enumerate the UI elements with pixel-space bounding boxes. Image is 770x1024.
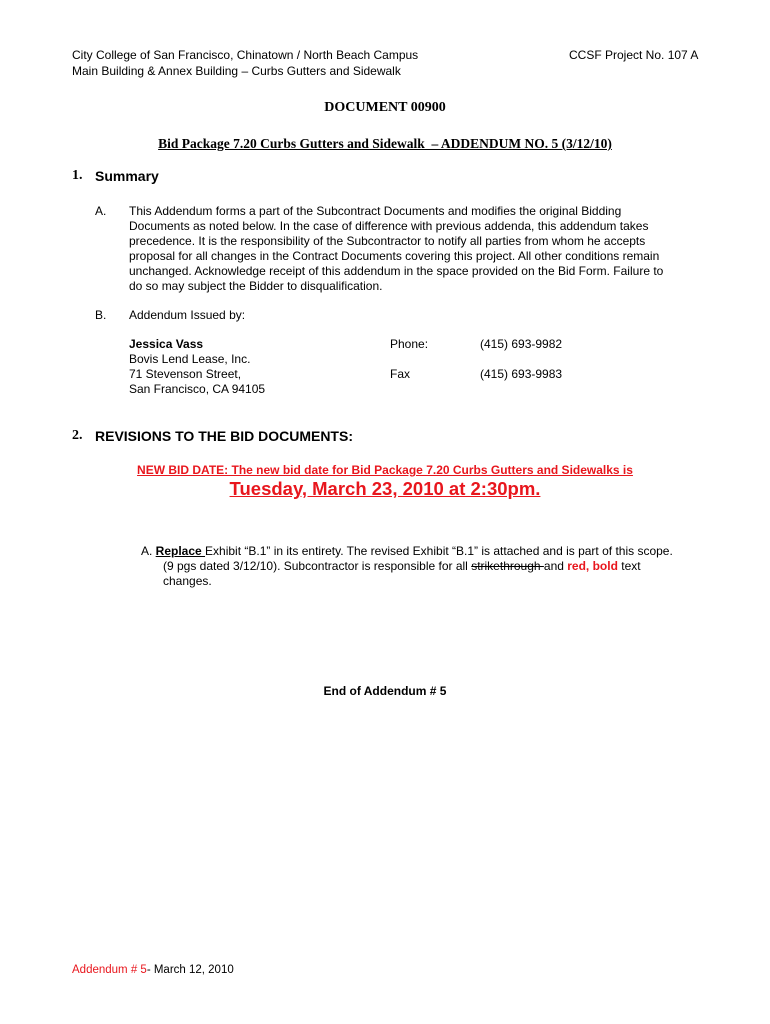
and-word: and (543, 559, 568, 573)
paragraph-line: precedence. It is the responsibility of the Subcontractor to notify all parties from whom he accepts (129, 234, 646, 248)
header-building: Main Building & Annex Building – Curbs Gutters and Sidewalk (72, 64, 401, 78)
item-a-line2-start: (9 pgs dated 3/12/10). Subcontractor is responsible for all (163, 559, 472, 573)
item-a-line2 (141, 559, 721, 574)
header-project-number: CCSF Project No. 107 A (569, 48, 699, 62)
fax-label: Fax (390, 367, 411, 381)
section1-item-b-letter: B. (95, 308, 107, 322)
section2-item-a (141, 544, 721, 589)
fax-number: (415) 693-9983 (480, 367, 563, 381)
document-title: DOCUMENT 00900 (324, 100, 446, 115)
paragraph-line: Documents as noted below. In the case of difference with previous addenda, this addendum takes (129, 219, 649, 233)
document-subtitle: Bid Package 7.20 Curbs Gutters and Sidewalk – ADDENDUM NO. 5 (3/12/10) (158, 136, 612, 151)
section1-item-a-paragraph (129, 204, 709, 294)
item-a-line1-text: Exhibit “B.1” in its entirety. The revised Exhibit “B.1” is attached and is part of this scope. (205, 544, 673, 558)
new-bid-date: Tuesday, March 23, 2010 at 2:30pm. (229, 478, 541, 499)
issuer-street: 71 Stevenson Street, (129, 367, 242, 381)
red-bold-words: red, bold (567, 559, 618, 573)
section2-number: 2. (72, 428, 83, 443)
phone-number: (415) 693-9982 (480, 337, 563, 351)
footer-addendum-number: Addendum # 5 (72, 964, 147, 976)
strikethrough-word: strikethrough (471, 559, 544, 573)
item-a-line3: changes. (163, 574, 212, 588)
replace-word: Replace (155, 544, 206, 558)
section2-heading: REVISIONS TO THE BID DOCUMENTS: (95, 428, 353, 444)
paragraph-line: unchanged. Acknowledge receipt of this addendum in the space provided on the Bid Form. Failure to (129, 264, 664, 278)
issuer-company: Bovis Lend Lease, Inc. (129, 352, 251, 366)
issuer-name: Jessica Vass (129, 337, 204, 351)
section1-number: 1. (72, 168, 83, 183)
section1-heading: Summary (95, 168, 159, 184)
paragraph-line: do so may subject the Bidder to disqualification. (129, 279, 383, 293)
page-footer (72, 964, 234, 976)
addendum-issued-by-label: Addendum Issued by: (129, 308, 246, 322)
item-a-line1 (141, 544, 721, 559)
new-bid-date-notice: NEW BID DATE: The new bid date for Bid Package 7.20 Curbs Gutters and Sidewalks is (137, 463, 633, 477)
end-of-addendum: End of Addendum # 5 (323, 684, 447, 698)
section1-item-a-letter: A. (95, 204, 107, 218)
header-campus: City College of San Francisco, Chinatown / North Beach Campus (72, 48, 419, 62)
item-a-line2-end: text (617, 559, 641, 573)
phone-label: Phone: (390, 337, 429, 351)
paragraph-line: proposal for all changes in the Contract Documents covering this project. All other conditions remain (129, 249, 660, 263)
paragraph-line: This Addendum forms a part of the Subcontract Documents and modifies the original Bidding (129, 204, 622, 218)
footer-date: - March 12, 2010 (146, 964, 234, 976)
issuer-city: San Francisco, CA 94105 (129, 382, 266, 396)
item-a-prefix: A. (141, 544, 156, 558)
